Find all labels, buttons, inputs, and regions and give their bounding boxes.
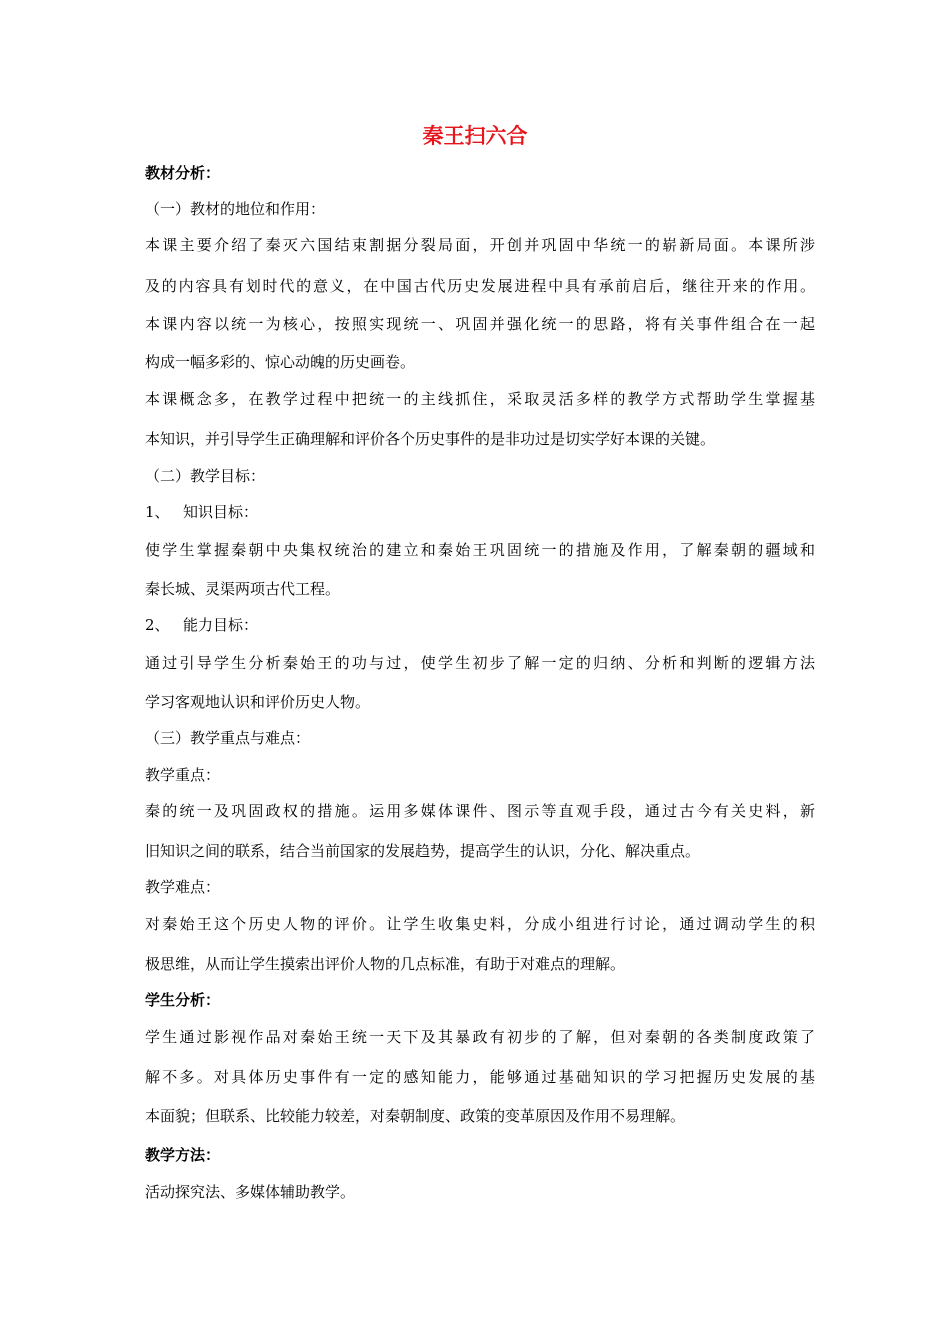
paragraph-line: 学习客观地认识和评价历史人物。 <box>145 693 371 711</box>
paragraph-line: 本课概念多，在教学过程中把统一的主线抓住，采取灵活多样的教学方式帮助学生掌握基 <box>145 390 815 408</box>
paragraph-line: 本知识，并引导学生正确理解和评价各个历史事件的是非功过是切实学好本课的关键。 <box>145 430 716 448</box>
document-title: 秦王扫六合 <box>422 124 528 148</box>
paragraph-line: 使学生掌握秦朝中央集权统治的建立和秦始王巩固统一的措施及作用，了解秦朝的疆域和 <box>145 541 815 559</box>
paragraph-line: 本面貌；但联系、比较能力较差，对秦朝制度、政策的变革原因及作用不易理解。 <box>145 1107 686 1125</box>
label-teaching-key: 教学重点： <box>145 766 221 784</box>
section-heading-teaching-method: 教学方法： <box>145 1146 221 1164</box>
label-teaching-difficulty: 教学难点： <box>145 878 221 896</box>
subsection-label-teaching-goals: （二）教学目标： <box>145 467 266 485</box>
paragraph-line: 极思维，从而让学生摸索出评价人物的几点标准，有助于对难点的理解。 <box>145 955 626 973</box>
paragraph-line: 通过引导学生分析秦始王的功与过，使学生初步了解一定的归纳、分析和判断的逻辑方法 <box>145 654 815 672</box>
section-heading-student-analysis: 学生分析： <box>145 991 221 1009</box>
paragraph-line: 秦的统一及巩固政权的措施。运用多媒体课件、图示等直观手段，通过古今有关史料，新 <box>145 802 815 820</box>
numbered-item-ability-goal <box>145 614 815 636</box>
item-number: 2、 <box>145 616 170 634</box>
paragraph-line: 本课主要介绍了秦灭六国结束割据分裂局面，开创并巩固中华统一的崭新局面。本课所涉 <box>145 236 815 254</box>
item-label: 能力目标： <box>183 616 259 634</box>
paragraph-line: 及的内容具有划时代的意义，在中国古代历史发展进程中具有承前启后，继往开来的作用。 <box>145 277 815 295</box>
paragraph-line: 活动探究法、多媒体辅助教学。 <box>145 1183 356 1201</box>
item-number: 1、 <box>145 503 170 521</box>
paragraph-line: 秦长城、灵渠两项古代工程。 <box>145 580 341 598</box>
paragraph-line: 本课内容以统一为核心，按照实现统一、巩固并强化统一的思路，将有关事件组合在一起 <box>145 315 815 333</box>
section-heading-material-analysis: 教材分析： <box>145 164 221 182</box>
paragraph-line: 旧知识之间的联系，结合当前国家的发展趋势，提高学生的认识，分化、解决重点。 <box>145 842 701 860</box>
paragraph-line: 构成一幅多彩的、惊心动魄的历史画卷。 <box>145 353 416 371</box>
subsection-label-position-role: （一）教材的地位和作用： <box>145 200 326 218</box>
paragraph-line: 解不多。对具体历史事件有一定的感知能力，能够通过基础知识的学习把握历史发展的基 <box>145 1068 815 1086</box>
item-label: 知识目标： <box>183 503 259 521</box>
paragraph-line: 对秦始王这个历史人物的评价。让学生收集史料，分成小组进行讨论，通过调动学生的积 <box>145 915 815 933</box>
paragraph-line: 学生通过影视作品对秦始王统一天下及其暴政有初步的了解，但对秦朝的各类制度政策了 <box>145 1028 815 1046</box>
numbered-item-knowledge-goal <box>145 501 815 523</box>
subsection-label-key-difficult: （三）教学重点与难点： <box>145 729 311 747</box>
